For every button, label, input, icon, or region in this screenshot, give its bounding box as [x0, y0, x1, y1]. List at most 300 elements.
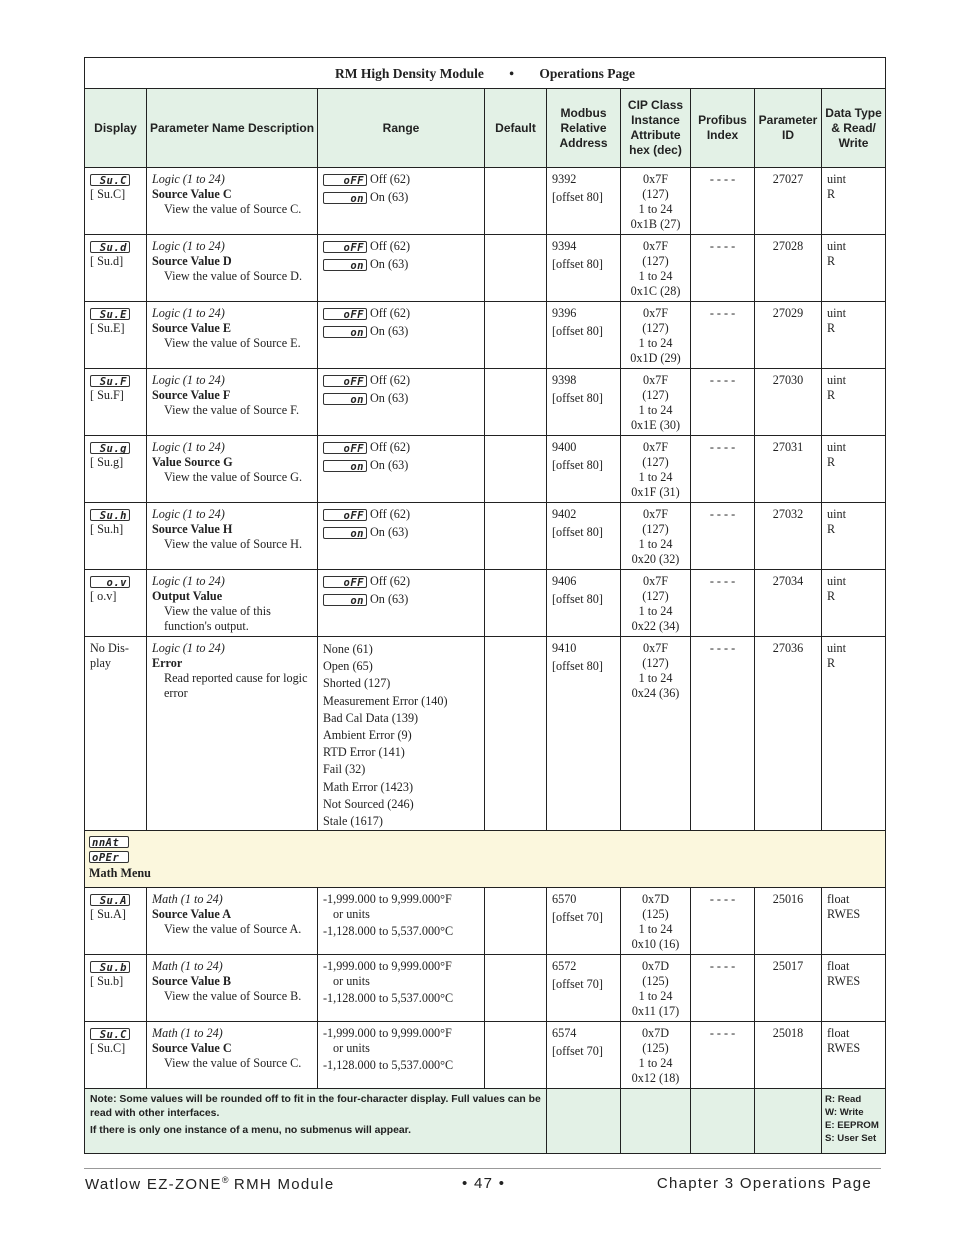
display-code: [ o.v]: [90, 589, 117, 603]
range-item: None (61): [323, 642, 373, 656]
header-param: Parameter Name Description: [147, 89, 318, 168]
param-id-cell: 27029: [755, 302, 822, 369]
modbus-address: 9398: [552, 373, 577, 387]
read-write: R: [827, 321, 836, 335]
range-line: -1,128.000 to 5,537.000°C: [323, 991, 454, 1006]
cip-attribute: 0x10 (16): [631, 937, 680, 952]
range-cell: [318, 570, 485, 637]
param-desc: View the value of Source C.: [164, 1056, 302, 1071]
notes-empty-cell: [621, 1089, 691, 1154]
lcd-option: on: [323, 259, 367, 271]
table-title-bullet: •: [509, 65, 515, 81]
cip-class: 0x7F: [642, 507, 669, 521]
header-default: Default: [485, 89, 547, 168]
notes-empty-cell: [691, 1089, 755, 1154]
default-cell: [485, 637, 547, 831]
range-option-label: Off (62): [370, 507, 411, 521]
default-cell: [485, 888, 547, 955]
param-cell: [147, 168, 318, 235]
range-option-label: Off (62): [370, 172, 411, 186]
data-type: uint: [827, 306, 846, 320]
cip-instance: 1 to 24: [638, 989, 673, 1004]
param-context: Math (1 to 24): [152, 892, 223, 907]
footer-product: RMH Module: [228, 1176, 335, 1193]
modbus-offset: [offset 70]: [552, 910, 603, 925]
lcd-option: on: [323, 460, 367, 472]
modbus-address: 9406: [552, 574, 577, 588]
cip-instance: 1 to 24: [638, 269, 673, 283]
header-modbus: Modbus Relative Address: [547, 89, 621, 168]
range-cell: [318, 302, 485, 369]
cip-class: 0x7F: [642, 306, 669, 320]
range-line: or units: [333, 1041, 370, 1056]
read-write: R: [827, 187, 836, 201]
modbus-cell: [547, 168, 621, 235]
modbus-offset: [offset 80]: [552, 659, 603, 673]
range-option: [323, 592, 479, 607]
math-menu-title: Math Menu: [89, 866, 151, 881]
display-cell: [85, 168, 147, 235]
datatype-cell: [822, 235, 886, 302]
table-row: [85, 168, 886, 235]
default-cell: [485, 235, 547, 302]
default-cell: [485, 369, 547, 436]
cip-attribute: 0x1D (29): [630, 351, 681, 365]
modbus-cell: [547, 503, 621, 570]
header-display: Display: [85, 89, 147, 168]
data-type: uint: [827, 507, 846, 521]
display-code: [ Su.g]: [90, 455, 124, 469]
default-cell: [485, 955, 547, 1022]
notes-empty-cell: [755, 1089, 822, 1154]
range-item: Open (65): [323, 659, 373, 674]
modbus-cell: [547, 1022, 621, 1089]
param-cell: [147, 955, 318, 1022]
cip-attribute: 0x1C (28): [630, 284, 681, 298]
datatype-cell: [822, 955, 886, 1022]
cip-instance: 1 to 24: [638, 922, 673, 937]
cip-class: 0x7F: [642, 440, 669, 454]
cip-class-dec: (127): [642, 321, 669, 335]
range-item: Shorted (127): [323, 676, 391, 691]
display-cell: [85, 503, 147, 570]
read-write: RWES: [827, 974, 861, 989]
range-cell: [318, 637, 485, 831]
modbus-cell: [547, 436, 621, 503]
range-option-label: On (63): [370, 592, 409, 606]
cip-cell: [621, 235, 691, 302]
datatype-cell: [822, 1022, 886, 1089]
param-name: Source Value A: [152, 907, 232, 922]
cip-instance: 1 to 24: [638, 403, 673, 417]
profibus-cell: - - - -: [691, 369, 755, 436]
modbus-address: 9392: [552, 172, 577, 186]
modbus-offset: [offset 80]: [552, 257, 603, 271]
display-code: [ Su.d]: [90, 254, 124, 268]
lcd-option: on: [323, 527, 367, 539]
default-cell: [485, 436, 547, 503]
modbus-offset: [offset 80]: [552, 592, 603, 606]
display-code: [ Su.b]: [90, 974, 124, 989]
lcd-display: Su.F: [90, 375, 130, 387]
page-number: • 47 •: [462, 1175, 506, 1192]
range-option: [323, 257, 479, 272]
cip-cell: [621, 637, 691, 831]
read-write: R: [827, 656, 836, 670]
param-context: Logic (1 to 24): [152, 172, 225, 186]
lcd-display: Su.C: [90, 1028, 130, 1040]
lcd-option: on: [323, 192, 367, 204]
range-option: [323, 306, 479, 321]
range-line: or units: [333, 907, 370, 922]
cip-attribute: 0x20 (32): [631, 552, 680, 566]
param-context: Logic (1 to 24): [152, 574, 225, 588]
range-option: [323, 373, 479, 388]
table-row: [85, 888, 886, 955]
cip-attribute: 0x1F (31): [631, 485, 680, 499]
notes-row: [85, 1089, 886, 1154]
param-context: Logic (1 to 24): [152, 641, 225, 655]
param-cell: [147, 302, 318, 369]
range-item: Stale (1617): [323, 814, 383, 829]
lcd-option: oFF: [323, 576, 367, 588]
modbus-cell: [547, 637, 621, 831]
lcd-option: oFF: [323, 442, 367, 454]
modbus-address: 6574: [552, 1026, 577, 1041]
datatype-cell: [822, 369, 886, 436]
range-line: -1,999.000 to 9,999.000°F: [323, 892, 452, 907]
cip-cell: [621, 168, 691, 235]
param-id-cell: 27030: [755, 369, 822, 436]
parameter-table: [84, 57, 886, 1154]
header-paramid: Parameter ID: [755, 89, 822, 168]
cip-class: 0x7D: [641, 959, 670, 974]
param-cell: [147, 235, 318, 302]
cip-class-dec: (127): [642, 254, 669, 268]
range-cell: [318, 888, 485, 955]
param-id-cell: 27032: [755, 503, 822, 570]
display-cell: [85, 570, 147, 637]
param-cell: [147, 1022, 318, 1089]
profibus-cell: - - - -: [691, 570, 755, 637]
cip-attribute: 0x11 (17): [631, 1004, 680, 1019]
param-name: Source Value C: [152, 1041, 232, 1056]
range-option: [323, 239, 479, 254]
note-rounding: Note: Some values will be rounded off to fit in the four-character display. Full values can be read with other interfaces.: [90, 1094, 541, 1119]
modbus-offset: [offset 80]: [552, 324, 603, 338]
cip-attribute: 0x1B (27): [630, 217, 681, 231]
param-desc: View the value of Source G.: [164, 470, 303, 484]
cip-attribute: 0x12 (18): [631, 1071, 680, 1086]
range-option: [323, 172, 479, 187]
range-option-label: Off (62): [370, 440, 411, 454]
range-cell: [318, 168, 485, 235]
range-option-label: On (63): [370, 458, 409, 472]
lcd-display: Su.E: [90, 308, 130, 320]
range-option: [323, 525, 479, 540]
header-profibus: Profibus Index: [691, 89, 755, 168]
param-name: Error: [152, 656, 183, 670]
range-line: -1,128.000 to 5,537.000°C: [323, 924, 454, 939]
param-name: Source Value F: [152, 388, 231, 402]
data-type: uint: [827, 373, 846, 387]
datatype-cell: [822, 637, 886, 831]
footer-brand: Watlow EZ-ZONE: [85, 1176, 222, 1193]
range-option-label: Off (62): [370, 239, 411, 253]
table-title-right: Operations Page: [539, 65, 636, 81]
read-write: R: [827, 455, 836, 469]
modbus-offset: [offset 80]: [552, 525, 603, 539]
cip-class: 0x7F: [642, 641, 669, 655]
cip-class: 0x7D: [641, 892, 670, 907]
lcd-option: oFF: [323, 375, 367, 387]
display-code: [ Su.E]: [90, 321, 125, 335]
cip-class-dec: (125): [642, 907, 669, 922]
cip-class-dec: (127): [642, 589, 669, 603]
range-option-label: On (63): [370, 525, 409, 539]
footer-chapter: Chapter 3 Operations Page: [656, 1175, 872, 1192]
modbus-address: 6572: [552, 959, 577, 974]
range-cell: [318, 235, 485, 302]
range-cell: [318, 369, 485, 436]
profibus-cell: - - - -: [691, 637, 755, 831]
footer-divider: [84, 1168, 881, 1169]
lcd-display: o.v: [90, 576, 130, 588]
display-code: [ Su.h]: [90, 522, 124, 536]
modbus-address: 9394: [552, 239, 577, 253]
cip-attribute: 0x22 (34): [631, 619, 680, 633]
lcd-display: Su.b: [90, 961, 130, 973]
cip-class: 0x7D: [641, 1026, 670, 1041]
cip-class-dec: (127): [642, 455, 669, 469]
range-option-label: Off (62): [370, 574, 411, 588]
display-cell: [85, 1022, 147, 1089]
profibus-cell: - - - -: [691, 235, 755, 302]
cip-attribute: 0x1E (30): [630, 418, 681, 432]
lcd-display: Su.h: [90, 509, 130, 521]
param-context: Logic (1 to 24): [152, 440, 225, 454]
cip-cell: [621, 302, 691, 369]
profibus-cell: - - - -: [691, 955, 755, 1022]
modbus-address: 9402: [552, 507, 577, 521]
cip-class: 0x7F: [642, 574, 669, 588]
param-context: Logic (1 to 24): [152, 507, 225, 521]
data-type: float: [827, 892, 850, 907]
lcd-option: on: [323, 393, 367, 405]
range-item: Ambient Error (9): [323, 728, 412, 743]
cip-class-dec: (127): [642, 187, 669, 201]
cip-class-dec: (127): [642, 522, 669, 536]
read-write: R: [827, 589, 836, 603]
display-code: [ Su.F]: [90, 388, 124, 402]
param-desc: View the value of Source B.: [164, 989, 302, 1004]
legend-eeprom: E: EEPROM: [825, 1120, 879, 1132]
table-row: [85, 503, 886, 570]
header-range: Range: [318, 89, 485, 168]
lcd-display: Su.A: [90, 894, 130, 906]
range-option-label: On (63): [370, 190, 409, 204]
range-line: -1,999.000 to 9,999.000°F: [323, 1026, 452, 1041]
param-id-cell: 25018: [755, 1022, 822, 1089]
lcd-option: oFF: [323, 241, 367, 253]
table-row: [85, 302, 886, 369]
cip-class: 0x7F: [642, 172, 669, 186]
cip-class-dec: (127): [642, 388, 669, 402]
param-context: Logic (1 to 24): [152, 373, 225, 387]
param-id-cell: 27031: [755, 436, 822, 503]
param-id-cell: 27028: [755, 235, 822, 302]
lcd-menu-name: nnAt: [89, 836, 129, 848]
math-menu-row: [85, 831, 886, 888]
datatype-cell: [822, 503, 886, 570]
param-cell: [147, 888, 318, 955]
range-item: Not Sourced (246): [323, 796, 414, 811]
profibus-cell: - - - -: [691, 503, 755, 570]
modbus-offset: [offset 80]: [552, 190, 603, 204]
range-line: -1,128.000 to 5,537.000°C: [323, 1058, 454, 1073]
cip-cell: [621, 503, 691, 570]
display-code: [ Su.C]: [90, 1041, 126, 1056]
read-write: R: [827, 254, 836, 268]
display-cell: [85, 302, 147, 369]
lcd-option: on: [323, 594, 367, 606]
display-cell: [85, 955, 147, 1022]
param-desc: View the value of Source C.: [164, 202, 302, 216]
table-row: [85, 955, 886, 1022]
param-desc: View the value of Source E.: [164, 336, 301, 350]
lcd-display: Su.d: [90, 241, 130, 253]
legend-read: R: Read: [825, 1094, 862, 1106]
range-item: RTD Error (141): [323, 745, 405, 760]
profibus-cell: - - - -: [691, 302, 755, 369]
read-write: RWES: [827, 1041, 861, 1056]
registered-mark: ®: [221, 1175, 229, 1185]
data-type: uint: [827, 574, 846, 588]
modbus-cell: [547, 235, 621, 302]
modbus-offset: [offset 70]: [552, 977, 603, 992]
modbus-cell: [547, 955, 621, 1022]
data-type: uint: [827, 172, 846, 186]
display-code: [ Su.C]: [90, 187, 126, 201]
profibus-cell: - - - -: [691, 888, 755, 955]
param-cell: [147, 637, 318, 831]
param-id-cell: 27034: [755, 570, 822, 637]
range-cell: [318, 955, 485, 1022]
cip-instance: 1 to 24: [638, 1056, 673, 1071]
range-item: Measurement Error (140): [323, 693, 448, 708]
lcd-option: oFF: [323, 308, 367, 320]
cip-instance: 1 to 24: [638, 537, 673, 551]
default-cell: [485, 503, 547, 570]
param-desc: Read reported cause for logic error: [164, 671, 308, 700]
cip-cell: [621, 436, 691, 503]
read-write: R: [827, 388, 836, 402]
notes-cell: [85, 1089, 547, 1154]
data-type: float: [827, 1026, 850, 1041]
cip-attribute: 0x24 (36): [631, 686, 680, 700]
profibus-cell: - - - -: [691, 1022, 755, 1089]
table-title-row: [85, 58, 886, 89]
display-cell: [85, 436, 147, 503]
lcd-option: oFF: [323, 174, 367, 186]
param-name: Source Value C: [152, 187, 232, 201]
cip-instance: 1 to 24: [638, 336, 673, 350]
cip-cell: [621, 1022, 691, 1089]
data-type: uint: [827, 641, 846, 655]
modbus-cell: [547, 570, 621, 637]
range-option: [323, 507, 479, 522]
cip-cell: [621, 570, 691, 637]
param-id-cell: 25017: [755, 955, 822, 1022]
range-line: -1,999.000 to 9,999.000°F: [323, 959, 452, 974]
param-context: Logic (1 to 24): [152, 239, 225, 253]
param-name: Source Value E: [152, 321, 232, 335]
range-cell: [318, 1022, 485, 1089]
table-row: [85, 235, 886, 302]
range-option: [323, 324, 479, 339]
table-row: [85, 436, 886, 503]
range-item: Fail (32): [323, 762, 366, 777]
display-cell: [85, 888, 147, 955]
lcd-menu-page: oPEr: [89, 851, 129, 863]
profibus-cell: - - - -: [691, 168, 755, 235]
legend-cell: [822, 1089, 886, 1154]
param-desc: View the value of this function's output.: [164, 604, 271, 633]
lcd-display: Su.C: [90, 174, 130, 186]
range-line: or units: [333, 974, 370, 989]
param-id-cell: 27036: [755, 637, 822, 831]
table-title-left: RM High Density Module: [335, 65, 484, 81]
default-cell: [485, 570, 547, 637]
display-cell: [85, 369, 147, 436]
param-context: Logic (1 to 24): [152, 306, 225, 320]
lcd-option: on: [323, 326, 367, 338]
datatype-cell: [822, 302, 886, 369]
display-code: [ Su.A]: [90, 907, 126, 922]
data-type: uint: [827, 239, 846, 253]
cip-cell: [621, 369, 691, 436]
default-cell: [485, 1022, 547, 1089]
modbus-offset: [offset 70]: [552, 1044, 603, 1059]
param-desc: View the value of Source H.: [164, 537, 303, 551]
display-cell: No Dis-play: [85, 637, 147, 831]
cip-instance: 1 to 24: [638, 604, 673, 618]
param-context: Math (1 to 24): [152, 959, 223, 974]
data-type: uint: [827, 440, 846, 454]
param-cell: [147, 570, 318, 637]
legend-write: W: Write: [825, 1107, 864, 1119]
cip-cell: [621, 955, 691, 1022]
range-option: [323, 190, 479, 205]
modbus-offset: [offset 80]: [552, 391, 603, 405]
data-type: float: [827, 959, 850, 974]
range-option: [323, 458, 479, 473]
range-option-label: Off (62): [370, 306, 411, 320]
cip-instance: 1 to 24: [638, 202, 673, 216]
note-submenu: If there is only one instance of a menu, no submenus will appear.: [90, 1125, 412, 1137]
range-option-label: On (63): [370, 391, 409, 405]
param-desc: View the value of Source D.: [164, 269, 303, 283]
datatype-cell: [822, 168, 886, 235]
modbus-address: 6570: [552, 892, 577, 907]
cip-instance: 1 to 24: [638, 671, 673, 685]
modbus-address: 9400: [552, 440, 577, 454]
range-cell: [318, 503, 485, 570]
header-cip: CIP Class Instance Attribute hex (dec): [621, 89, 691, 168]
cip-class-dec: (125): [642, 974, 669, 989]
notes-empty-cell: [547, 1089, 621, 1154]
footer-left: [85, 1175, 334, 1193]
